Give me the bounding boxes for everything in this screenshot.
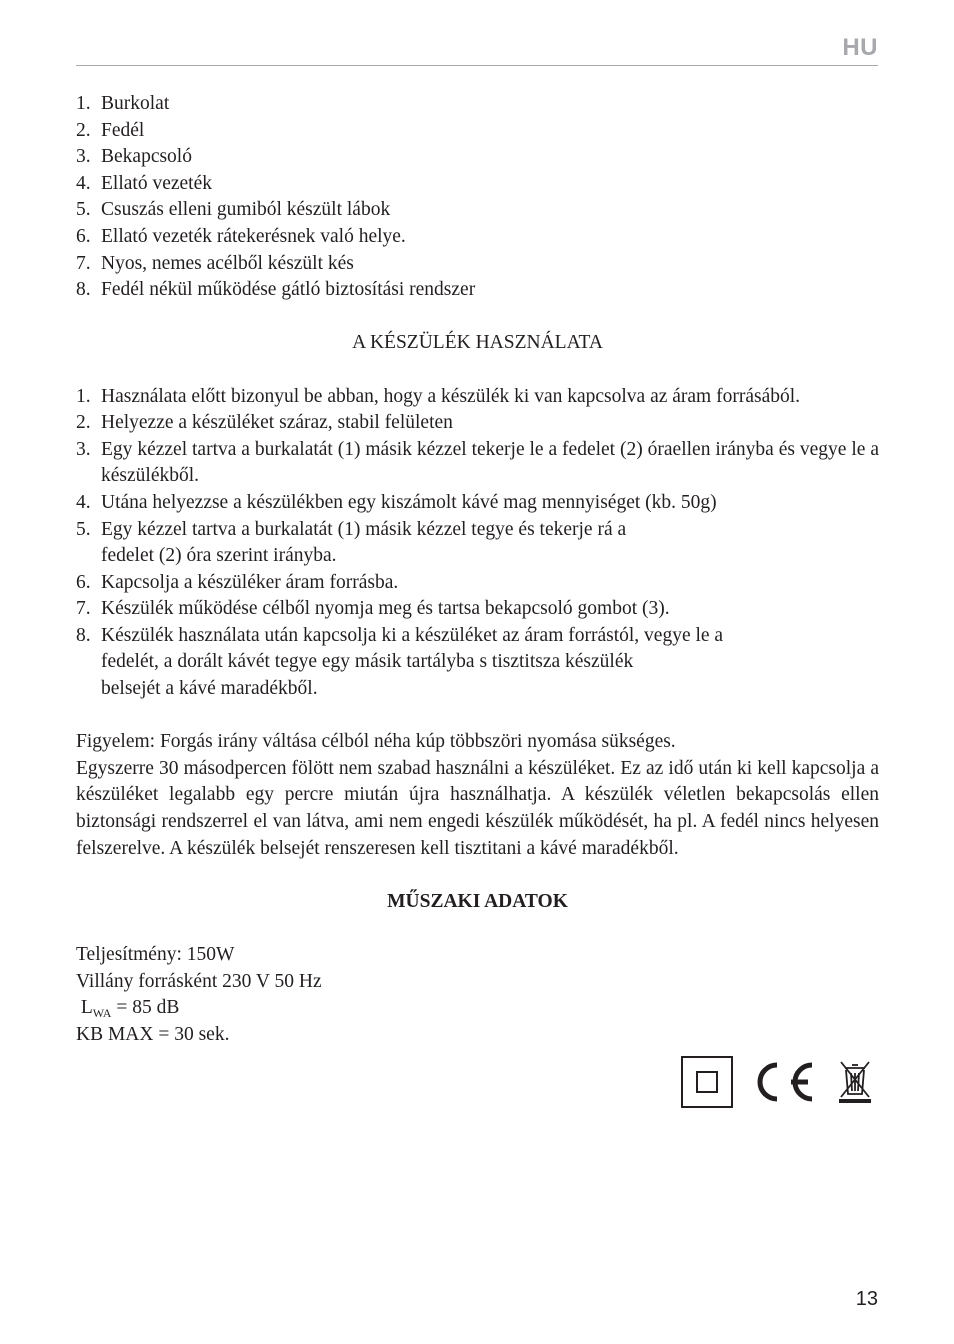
list-item-text: Fedél xyxy=(101,119,145,141)
list-item-number: 8. xyxy=(76,624,91,646)
weee-crossed-bin-icon xyxy=(839,1062,871,1103)
list-item-number: 1. xyxy=(76,385,91,407)
parts-list xyxy=(76,91,879,304)
list-item xyxy=(76,517,879,570)
list-item-number: 6. xyxy=(76,225,91,247)
spec-supply: Villány forrásként 230 V 50 Hz xyxy=(76,970,322,992)
spec-kb-max: KB MAX = 30 sek. xyxy=(76,1023,230,1045)
list-item xyxy=(76,410,879,437)
list-item xyxy=(76,384,879,411)
list-item xyxy=(76,596,879,623)
list-item xyxy=(76,570,879,597)
list-item-number: 7. xyxy=(76,252,91,274)
warning-line: Figyelem: Forgás irány váltása célból néha kúp többszöri nyomása sükséges. xyxy=(76,731,676,753)
lwa-symbol: L xyxy=(80,997,93,1019)
specs-heading: MŰSZAKI ADATOK xyxy=(387,890,568,912)
language-code: HU xyxy=(842,34,878,61)
list-item-text: Egy kézzel tartva a burkalatát (1) másik kézzel tekerje le a fedelet (2) óraellen irányba és vegye le a készülékből. xyxy=(101,438,879,487)
list-item-text: Helyezze a készüléket száraz, stabil felületen xyxy=(101,412,453,434)
list-item xyxy=(76,224,879,251)
list-item xyxy=(76,251,879,278)
page-content xyxy=(76,91,879,1048)
list-item-text: Készülék használata után kapcsolja ki a készüléket az áram forrástól, vegye le a fedelét, a dorált kávét tegye egy másik tartályba s tisztitsza készülék belsejét a kávé maradékből. xyxy=(101,624,724,700)
list-item-text: Nyos, nemes acélből készült kés xyxy=(101,252,354,274)
list-item-number: 2. xyxy=(76,412,91,434)
list-item-number: 6. xyxy=(76,571,91,593)
list-item xyxy=(76,91,879,118)
list-item-text: Kapcsolja a készüléker áram forrásba. xyxy=(101,571,399,593)
list-item-text: Burkolat xyxy=(101,93,170,114)
list-item-text: Ellató vezeték xyxy=(101,172,212,194)
header-rule xyxy=(76,65,878,66)
list-item-text: Ellató vezeték rátekerésnek való helye. xyxy=(101,225,406,247)
list-item-number: 4. xyxy=(76,172,91,194)
usage-steps-list xyxy=(76,384,879,703)
list-item-text: Fedél nékül működése gátló biztosítási rendszer xyxy=(101,279,476,301)
list-item-text: Csuszás elleni gumiból készült lábok xyxy=(101,199,391,221)
lwa-subscript: WA xyxy=(92,1006,112,1021)
list-item-number: 5. xyxy=(76,199,91,221)
certification-symbols xyxy=(681,1056,873,1108)
list-item-text: Bekapcsoló xyxy=(101,146,192,168)
list-item-number: 8. xyxy=(76,279,91,301)
list-item-number: 7. xyxy=(76,598,91,620)
lwa-value: = 85 dB xyxy=(111,997,180,1019)
list-item-number: 1. xyxy=(76,93,91,114)
list-item-text: Egy kézzel tartva a burkalatát (1) másik kézzel tegye és tekerje rá a fedelet (2) óra szerint irányba. xyxy=(101,518,627,567)
list-item xyxy=(76,623,879,703)
spec-power: Teljesítmény: 150W xyxy=(76,944,235,965)
list-item-number: 3. xyxy=(76,438,91,460)
ce-mark-icon xyxy=(760,1065,812,1099)
list-item xyxy=(76,144,879,171)
list-item xyxy=(76,277,879,304)
list-item xyxy=(76,197,879,224)
list-item xyxy=(76,437,879,490)
warning-paragraph: Egyszerre 30 másodpercen fölött nem szabad használni a készüléket. Ez az idő után ki kell kapcsolja a készüléket legalabb egy percre miután újra használhatja. A készülék véletlen bekapcsolás ellen biztonsági rendszerrel el van látva, ami nem engedi készülék működését, ha pl. A fedél nincs helyesen felszerelve. A készülék belsejét renszeresen kell tisztitani a kávé maradékből. xyxy=(76,757,879,859)
spec-noise-level xyxy=(76,995,879,1022)
list-item-text: Készülék működése célből nyomja meg és tartsa bekapcsoló gombot (3). xyxy=(101,598,670,620)
list-item xyxy=(76,118,879,145)
list-item xyxy=(76,490,879,517)
list-item-text: Használata előtt bizonyul be abban, hogy a készülék ki van kapcsolva az áram forrásából. xyxy=(101,385,801,407)
page-number: 13 xyxy=(855,1288,878,1310)
list-item-text: Utána helyezzse a készülékben egy kiszámolt kávé mag mennyiséget (kb. 50g) xyxy=(101,491,717,513)
class-ii-double-insulation-icon xyxy=(682,1057,732,1107)
list-item-number: 3. xyxy=(76,146,91,168)
usage-heading: A KÉSZÜLÉK HASZNÁLATA xyxy=(352,332,603,354)
list-item xyxy=(76,171,879,198)
list-item-number: 5. xyxy=(76,518,91,540)
list-item-number: 2. xyxy=(76,119,91,141)
list-item-number: 4. xyxy=(76,491,91,513)
